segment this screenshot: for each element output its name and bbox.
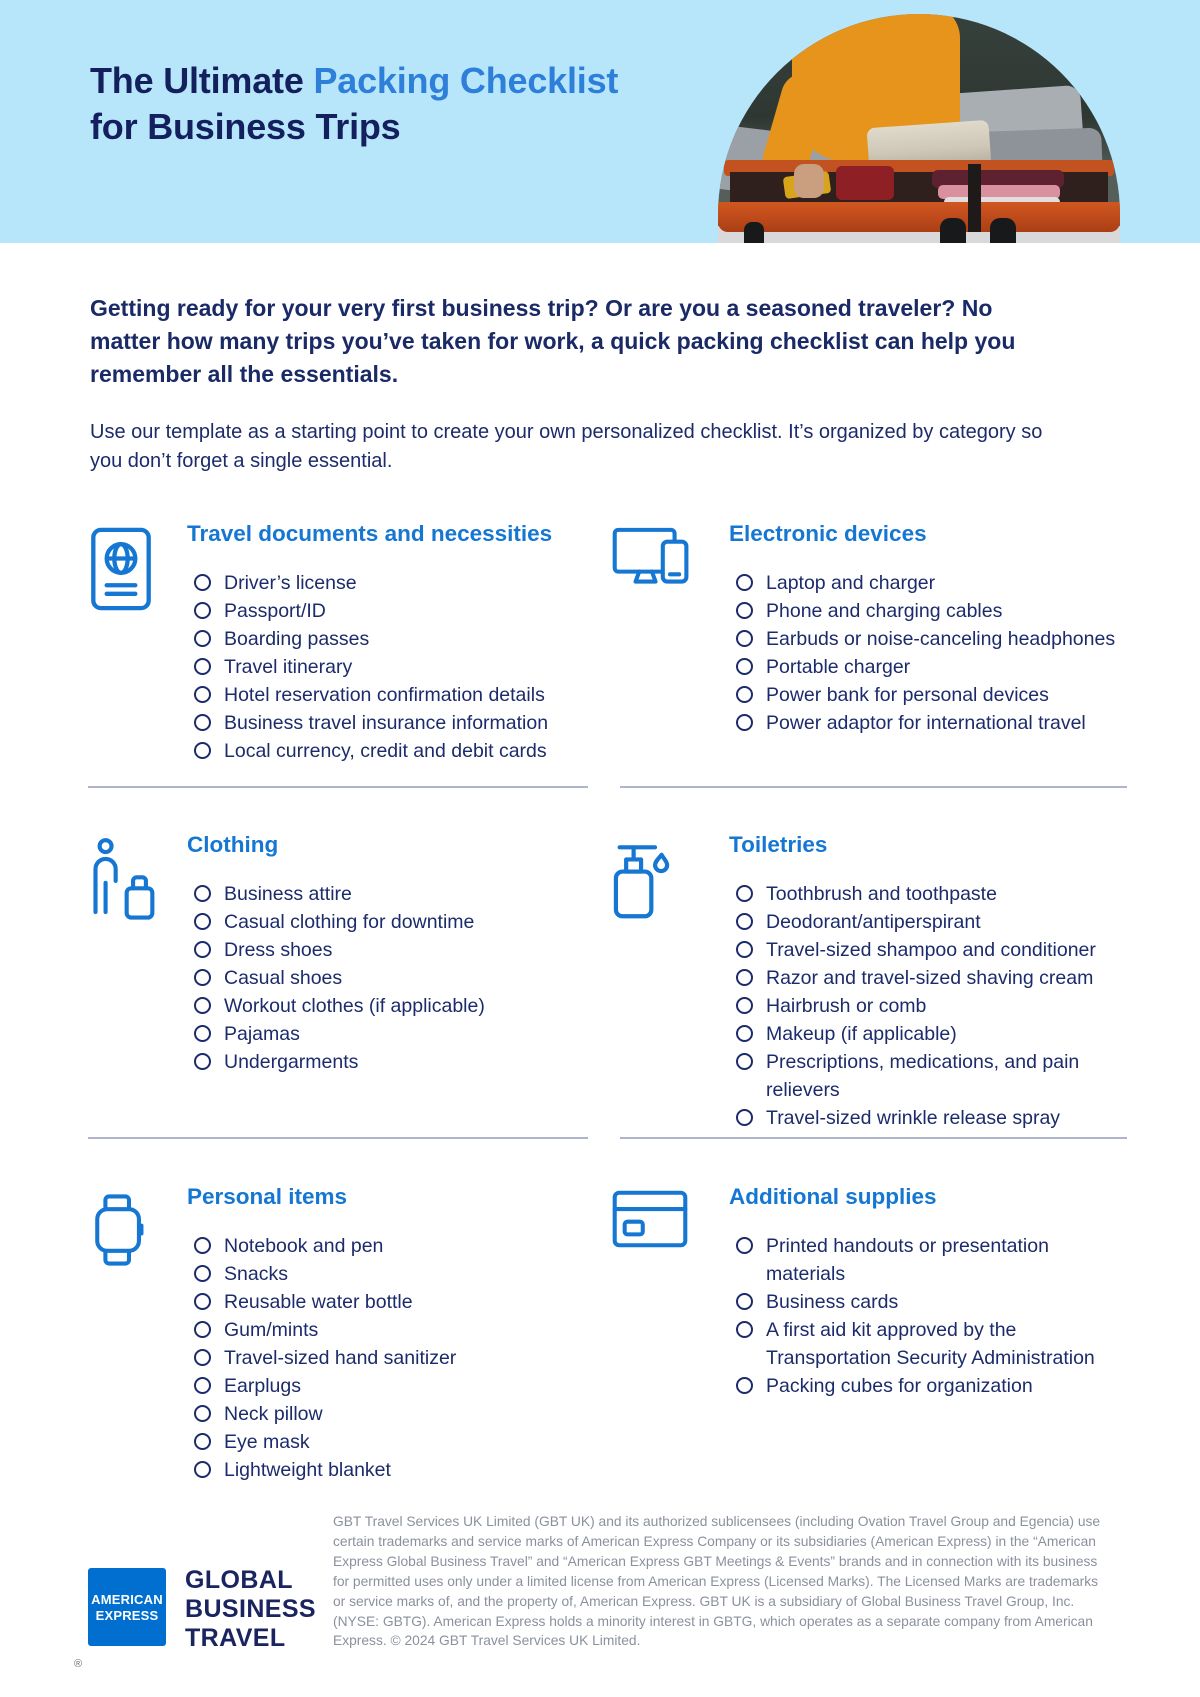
checklist (729, 569, 1115, 737)
checklist-item (729, 1372, 1129, 1400)
checklist-item-label: Portable charger (766, 656, 911, 678)
checkbox-circle[interactable] (736, 885, 753, 902)
checklist-item (729, 569, 1115, 597)
checklist-item (729, 681, 1115, 709)
checkbox-circle[interactable] (736, 941, 753, 958)
checklist-item (187, 1456, 456, 1484)
checklist-item-label: Eye mask (224, 1431, 310, 1453)
checklist-item (187, 1428, 456, 1456)
checklist-item-label: Travel itinerary (224, 656, 353, 678)
checklist-item-label: Power adaptor for international travel (766, 712, 1086, 734)
section-title: Travel documents and necessities (187, 521, 553, 546)
checklist-item-label: Driver’s license (224, 572, 357, 594)
checklist-item-label: Reusable water bottle (224, 1291, 413, 1313)
checklist-item-label: Travel-sized shampoo and conditioner (766, 939, 1096, 961)
checkbox-circle[interactable] (194, 1025, 211, 1042)
checklist-item (187, 1372, 456, 1400)
checklist-item-label: Travel-sized wrinkle release spray (766, 1107, 1061, 1129)
checklist-item (187, 569, 552, 597)
page-title-second-line: for Business Trips (90, 106, 401, 147)
checklist-item-label: Hotel reservation confirmation details (224, 684, 545, 706)
checklist-item (729, 1048, 1129, 1104)
checkbox-circle[interactable] (194, 686, 211, 703)
checklist-item-label: Laptop and charger (766, 572, 936, 594)
checklist-item-label: Dress shoes (224, 939, 333, 961)
section-clothing (90, 830, 590, 1076)
amex-logo-line1: AMERICAN (91, 1591, 163, 1607)
checkbox-circle[interactable] (194, 574, 211, 591)
checkbox-circle[interactable] (736, 1377, 753, 1394)
checkbox-circle[interactable] (736, 1053, 753, 1070)
checklist-item-label: Passport/ID (224, 600, 326, 622)
global-business-travel-wordmark: GLOBAL BUSINESS TRAVEL (185, 1566, 317, 1652)
checkbox-circle[interactable] (194, 714, 211, 731)
checklist-item-label: Business attire (224, 883, 352, 905)
section-electronic-devices (612, 519, 1129, 737)
checklist-item-label: Earbuds or noise-canceling headphones (766, 628, 1116, 650)
checkbox-circle[interactable] (736, 997, 753, 1014)
section-personal-items (90, 1182, 590, 1484)
checkbox-circle[interactable] (194, 1053, 211, 1070)
smartwatch-icon (90, 1190, 148, 1270)
section-title: Additional supplies (729, 1184, 937, 1209)
checklist-item (729, 880, 1129, 908)
checklist-item (187, 936, 485, 964)
checklist-item-label: Local currency, credit and debit cards (224, 740, 547, 762)
checklist-item (729, 908, 1129, 936)
checklist-item (729, 709, 1115, 737)
checklist-item (187, 908, 485, 936)
registered-trademark-symbol: ® (74, 1658, 83, 1670)
checklist-item (187, 709, 552, 737)
devices-icon (612, 527, 690, 589)
checkbox-circle[interactable] (194, 913, 211, 930)
checklist (729, 1232, 1129, 1400)
divider (620, 1137, 1127, 1139)
checkbox-circle[interactable] (194, 1237, 211, 1254)
checkbox-circle[interactable] (736, 1109, 753, 1126)
checklist-item (729, 936, 1129, 964)
checkbox-circle[interactable] (194, 1321, 211, 1338)
checklist-item-label: Deodorant/antiperspirant (766, 911, 981, 933)
checkbox-circle[interactable] (194, 1461, 211, 1478)
checklist-item-label: Gum/mints (224, 1319, 319, 1341)
checklist-item (187, 992, 485, 1020)
checklist-item (729, 964, 1129, 992)
checklist-item-label: Lightweight blanket (224, 1459, 391, 1481)
checklist-item (729, 653, 1115, 681)
divider (88, 786, 588, 788)
checkbox-circle[interactable] (194, 658, 211, 675)
checklist-item (187, 1288, 456, 1316)
checkbox-circle[interactable] (194, 1433, 211, 1450)
passport-icon (90, 527, 152, 611)
divider (88, 1137, 588, 1139)
checklist-item (729, 1104, 1129, 1132)
checklist-item (187, 1232, 456, 1260)
checklist-item (729, 992, 1129, 1020)
checklist-item-label: Neck pillow (224, 1403, 323, 1425)
checkbox-circle[interactable] (194, 885, 211, 902)
checkbox-circle[interactable] (736, 574, 753, 591)
checklist-item-label: Toothbrush and toothpaste (766, 883, 997, 905)
checklist-item (187, 1260, 456, 1288)
checklist (187, 569, 552, 765)
section-travel-documents (90, 519, 590, 765)
checklist (187, 1232, 456, 1484)
header-band (0, 0, 1200, 243)
checklist-item-label: Printed handouts or presentation materials (766, 1235, 1049, 1285)
checklist-item-label: Pajamas (224, 1023, 300, 1045)
checklist-item-label: Travel-sized hand sanitizer (224, 1347, 457, 1369)
checklist-item-label: Prescriptions, medications, and pain relievers (766, 1051, 1080, 1101)
intro-body-paragraph: Use our template as a starting point to create your own personalized checklist. It’s organized by category so you don’t forget a single essential. (90, 421, 1043, 472)
section-toiletries (612, 830, 1129, 1132)
checkbox-circle[interactable] (194, 969, 211, 986)
checkbox-circle[interactable] (736, 1237, 753, 1254)
checklist-item (729, 1232, 1129, 1288)
checkbox-circle[interactable] (736, 630, 753, 647)
checklist-item (729, 625, 1115, 653)
amex-logo-line2: EXPRESS (95, 1607, 159, 1623)
checkbox-circle[interactable] (736, 686, 753, 703)
checklist-item (187, 597, 552, 625)
checklist-item-label: A first aid kit approved by the Transportation Security Administration (766, 1319, 1095, 1369)
checklist-item-label: Hairbrush or comb (766, 995, 927, 1017)
business-card-icon (612, 1190, 688, 1248)
divider (620, 786, 1127, 788)
checkbox-circle[interactable] (194, 742, 211, 759)
checkbox-circle[interactable] (194, 1293, 211, 1310)
checklist (187, 880, 485, 1076)
checklist-item-label: Business travel insurance information (224, 712, 549, 734)
checklist-item-label: Casual clothing for downtime (224, 911, 475, 933)
checklist-item (187, 964, 485, 992)
checkbox-circle[interactable] (194, 997, 211, 1014)
checklist-item (187, 1048, 485, 1076)
checklist-item (729, 597, 1115, 625)
checkbox-circle[interactable] (194, 1377, 211, 1394)
checklist-item (187, 653, 552, 681)
checklist-item-label: Snacks (224, 1263, 288, 1285)
traveler-icon (90, 838, 156, 922)
header-photo (718, 14, 1120, 243)
checklist-item-label: Workout clothes (if applicable) (224, 995, 485, 1017)
checklist (729, 880, 1129, 1132)
checkbox-circle[interactable] (736, 969, 753, 986)
soap-pump-icon (612, 838, 672, 920)
checkbox-circle[interactable] (194, 1349, 211, 1366)
checkbox-circle[interactable] (736, 1321, 753, 1338)
checklist-item (187, 1316, 456, 1344)
checkbox-circle[interactable] (736, 1293, 753, 1310)
checklist-item (187, 1400, 456, 1428)
checklist-item (187, 1020, 485, 1048)
checkbox-circle[interactable] (194, 602, 211, 619)
checklist-item-label: Phone and charging cables (766, 600, 1003, 622)
checklist-item (729, 1288, 1129, 1316)
checklist-item-label: Power bank for personal devices (766, 684, 1049, 706)
checkbox-circle[interactable] (736, 658, 753, 675)
page-title-dark-part: The Ultimate (90, 60, 304, 101)
checkbox-circle[interactable] (194, 630, 211, 647)
checklist-item-label: Casual shoes (224, 967, 343, 989)
legal-text: GBT Travel Services UK Limited (GBT UK) and its authorized sublicensees (including Ovation Travel Group and Egencia) use certain trademarks and service marks of American Express Company or its subsidiaries (American Express) in the “American Express Global Business Travel” and “American Express GBT Meetings & Events” brands and in connection with its business for permitted uses only under a limited license from American Express (Licensed Marks). The Licensed Marks are trademarks or service marks of, and the property of, American Express. GBT UK is a subsidiary of Global Business Travel Group, Inc. (NYSE: GBTG). American Express holds a minority interest in GBTG, which operates as a separate company from American Express. © 2024 GBT Travel Services UK Limited. (333, 1514, 1101, 1649)
checklist-item (187, 1344, 456, 1372)
checklist-item-label: Razor and travel-sized shaving cream (766, 967, 1094, 989)
checkbox-circle[interactable] (194, 941, 211, 958)
section-title: Electronic devices (729, 521, 927, 546)
checkbox-circle[interactable] (736, 602, 753, 619)
checkbox-circle[interactable] (194, 1265, 211, 1282)
checklist-item (187, 737, 552, 765)
checklist-item (729, 1020, 1129, 1048)
american-express-logo (88, 1568, 166, 1646)
checkbox-circle[interactable] (194, 1405, 211, 1422)
checklist-item (729, 1316, 1129, 1372)
checkbox-circle[interactable] (736, 913, 753, 930)
checklist-item (187, 681, 552, 709)
section-title: Personal items (187, 1184, 348, 1209)
checklist-item-label: Notebook and pen (224, 1235, 384, 1257)
section-title: Clothing (187, 832, 279, 857)
checklist-item-label: Boarding passes (224, 628, 370, 650)
page-title-accent-part: Packing Checklist (313, 60, 619, 101)
section-title: Toiletries (729, 832, 828, 857)
intro-bold-paragraph: Getting ready for your very first business trip? Or are you a seasoned traveler? No matter how many trips you’ve taken for work, a quick packing checklist can help you remember all the essentials. (90, 295, 1016, 387)
checklist-item-label: Earplugs (224, 1375, 301, 1397)
checklist-item-label: Business cards (766, 1291, 899, 1313)
checklist-item-label: Makeup (if applicable) (766, 1023, 957, 1045)
checklist-item (187, 625, 552, 653)
checkbox-circle[interactable] (736, 1025, 753, 1042)
checklist-item-label: Packing cubes for organization (766, 1375, 1033, 1397)
checklist-item (187, 880, 485, 908)
page-title (90, 58, 618, 150)
checkbox-circle[interactable] (736, 714, 753, 731)
checklist-item-label: Undergarments (224, 1051, 359, 1073)
section-additional-supplies (612, 1182, 1129, 1400)
